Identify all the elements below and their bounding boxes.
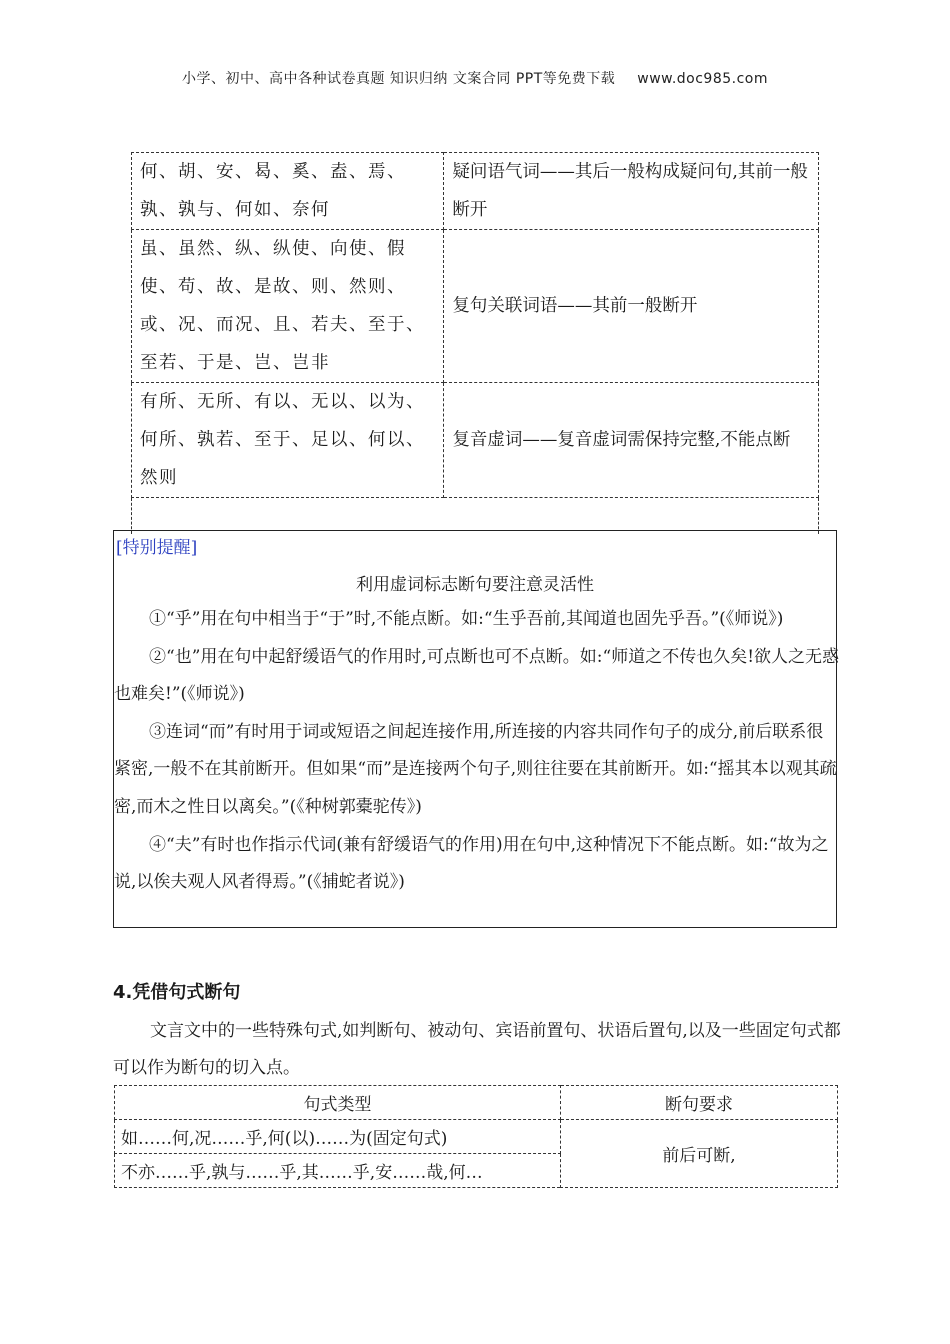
table-cell-requirement: 前后可断,	[561, 1120, 838, 1188]
table-row	[132, 230, 819, 383]
reminder-title: 利用虚词标志断句要注意灵活性	[356, 575, 594, 595]
table-row	[132, 153, 819, 230]
table-cell-words: 虽、虽然、纵、纵使、向使、假使、苟、故、是故、则、然则、或、况、而况、且、若夫、至于、至若、于是、岂、岂非	[132, 230, 444, 383]
table-cell-desc: 疑问语气词——其后一般构成疑问句,其前一般断开	[444, 153, 819, 230]
table-cell-words: 何、胡、安、曷、奚、盍、焉、孰、孰与、何如、奈何	[132, 153, 444, 230]
reminder-body	[114, 601, 840, 902]
sentence-pattern-table	[114, 1085, 838, 1188]
table-cell-desc: 复句关联词语——其前一般断开	[444, 230, 819, 383]
table-header-row	[115, 1086, 838, 1120]
reminder-item: ②“也”用在句中起舒缓语气的作用时,可点断也可不点断。如:“师道之不传也久矣!欲人之无惑也难矣!”(《师说》)	[114, 646, 840, 705]
table-row-empty	[132, 498, 819, 535]
table-row	[132, 383, 819, 498]
reminder-item: ①“乎”用在句中相当于“于”时,不能点断。如:“生乎吾前,其闻道也固先乎吾。”(《师说》)	[149, 609, 784, 629]
reminder-item: ④“夫”有时也作指示代词(兼有舒缓语气的作用)用在句中,这种情况下不能点断。如:“故为之说,以俟夫观人风者得焉。”(《捕蛇者说》)	[114, 834, 829, 893]
table-cell-pattern: 如……何,况……乎,何(以)……为(固定句式)	[115, 1120, 561, 1154]
section-heading: 4.凭借句式断句	[113, 982, 241, 1003]
page-header	[0, 68, 950, 88]
table-cell-words: 有所、无所、有以、无以、以为、何所、孰若、至于、足以、何以、然则	[132, 383, 444, 498]
reminder-item: ③连词“而”有时用于词或短语之间起连接作用,所连接的内容共同作句子的成分,前后联系很紧密,一般不在其前断开。但如果“而”是连接两个句子,则往往要在其前断开。如:“摇其本以观其疏密,而木之性日以离矣。”(《种树郭橐驼传》)	[114, 721, 837, 817]
header-site[interactable]: www.doc985.com	[637, 71, 769, 87]
col-header-pattern: 句式类型	[115, 1086, 561, 1120]
table-row	[115, 1120, 838, 1154]
intro-paragraph: 文言文中的一些特殊句式,如判断句、被动句、宾语前置句、状语后置句,以及一些固定句式都可以作为断句的切入点。	[113, 1021, 841, 1078]
reminder-box	[113, 530, 840, 928]
col-header-requirement: 断句要求	[561, 1086, 838, 1120]
table-cell-empty	[132, 498, 819, 535]
function-words-table	[131, 152, 819, 534]
table-cell-desc: 复音虚词——复音虚词需保持完整,不能点断	[444, 383, 819, 498]
table-cell-pattern: 不亦……乎,孰与……乎,其……乎,安……哉,何…	[115, 1154, 561, 1188]
reminder-tag: [特别提醒]	[116, 538, 198, 558]
section-intro	[113, 1013, 843, 1087]
header-text: 小学、初中、高中各种试卷真题 知识归纳 文案合同 PPT等免费下载	[181, 71, 616, 87]
